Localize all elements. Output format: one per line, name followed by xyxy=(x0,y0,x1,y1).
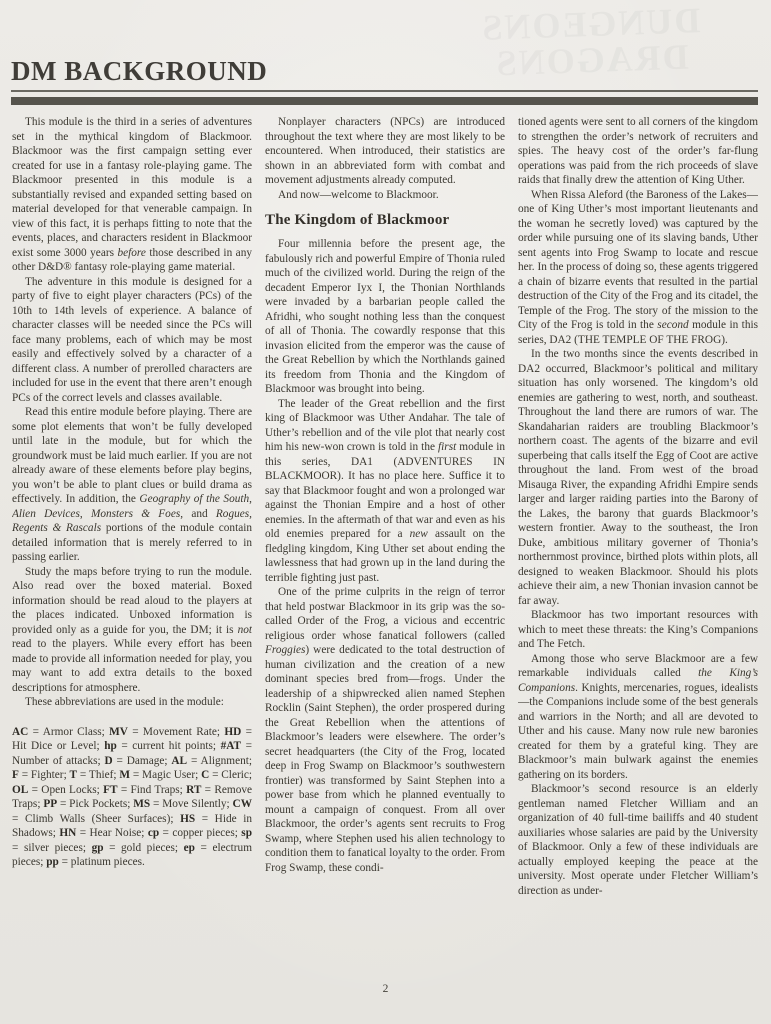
paragraph: Four millennia before the present age, the fabulously rich and powerful Empire of Thonia ruled much of the civilized world. During the reign of the decadent Emperor Iyx I, the Thonian Northlands were invaded by a barbarian people called the Afridhi, who sought nothing less than the conquest of all of Thonia. The cowardly response that this invasion elicited from the emperor was the cause of the Great Rebellion by which the Northlands gained its freedom from Thonia and the Kingdom of Blackmoor was brought into being. xyxy=(265,238,505,395)
paragraph: This module is the third in a series of adventures set in the mythical kingdom of Blackmoor. Blackmoor was the first campaign setting ever created for use in a fantasy role-playing game. The Blackmoor presented in this module is a substantially revised and expanded setting based on material developed for that venerable campaign. In view of this fact, it is perhaps fitting to note that the events, places, and characters resident in Blackmoor exist some 3000 years before those described in any other D&D® fantasy role-playing game material. xyxy=(12,116,252,273)
paragraph: And now—welcome to Blackmoor. xyxy=(278,188,439,201)
ghost-line: DUNGEONS xyxy=(479,0,702,48)
page-header xyxy=(11,56,758,105)
column-2 xyxy=(265,115,505,980)
paragraph: Blackmoor has two important resources with which to meet these threats: the King’s Companions and The Fetch. xyxy=(518,609,758,650)
paragraph: The adventure in this module is designed for a party of five to eight player characters (PCs) of the 10th to 14th levels of experience. A balance of character classes will be needed since the PCs will face many problems, each of which may be most easily and effectively solved by a character of a different class. A number of prerolled characters are included for use in the event that there aren’t enough PCs of the correct levels and classes available. xyxy=(12,275,252,404)
section-heading: The Kingdom of Blackmoor xyxy=(265,212,450,228)
ghost-line: DRAGONS xyxy=(493,36,690,84)
text-columns xyxy=(12,115,758,980)
paragraph: Read this entire module before playing. There are some plot elements that won’t be fully developed until late in the module, but for which the groundwork must be laid much earlier. If you are not already aware of these elements before play begins, you won’t be able to plant clues or build drama as effectively. In addition, the Geography of the South, Alien Devices, Monsters & Foes, and Rogues, Regents & Rascals portions of the module contain detailed information that is merely referred to in passing earlier. xyxy=(12,406,252,563)
header-rule-thin xyxy=(11,90,758,92)
page-title: DM BACKGROUND xyxy=(11,56,268,86)
column-3 xyxy=(518,115,758,980)
column-1 xyxy=(12,115,252,980)
paragraph: Among those who serve Blackmoor are a few remarkable individuals called the King’s Companions. Knights, mercenaries, rogues, idealists—the Companions include some of the best generals and warriors in the North; and all are devoted to Uther and his cause. Many now rule new baronies created for them by a grateful king. They are Blackmoor’s main bulwark against the enemies gathering on its borders. xyxy=(518,652,758,781)
paragraph: When Rissa Aleford (the Baroness of the Lakes—one of King Uther’s most important lieutenants and the woman he secretly loved) was captured by the order while pursuing one of its slaving bands, Uther sent agents into Frog Swamp to locate and rescue her. In the process of doing so, these agents triggered a chain of bizarre events that resulted in the partial destruction of the City of the Frog and its citadel, the Temple of the Frog. The story of the mission to the City of the Frog is told in the second module in this series, DA2 (THE TEMPLE OF THE FROG). xyxy=(518,188,758,346)
header-rule-thick xyxy=(11,97,758,105)
paragraph: Blackmoor’s second resource is an elderly gentleman named Fletcher William and an organization of 40 full-time bailiffs and 40 student auxiliaries whose salaries are paid by the University of Blackmoor. Only a few of these individuals are actually employed keeping the peace at the university. Most operate under Fletcher William’s direction as under- xyxy=(518,783,758,897)
paragraph: The leader of the Great rebellion and the first king of Blackmoor was Uther Andahar. The tale of Uther’s rebellion and of the vile plot that nearly cost him his new-won crown is told in the first module in this series, DA1 (ADVENTURES IN BLACKMOOR). It has no place here. Suffice it to say that Blackmoor fought and won a prolonged war against the Thonian Empire and a host of other enemies. In the aftermath of that war and even as his old enemies prepared for a new assault on the fledgling kingdom, King Uther set about ending the lawlessness that had grown up in the land during the terrible fighting just past. xyxy=(265,397,505,584)
page-number: 2 xyxy=(382,983,389,995)
abbreviations-block: AC = Armor Class; MV = Movement Rate; HD = Hit Dice or Level; hp = current hit points; #AT = Number of attacks; D = Damage; AL = Alignment; F = Fighter; T = Thief; M = Magic User; C = Cleric; OL = Open Locks; FT = Find Traps; RT = Remove Traps; PP = Pick Pockets; MS = Move Silently; CW = Climb Walls (Sheer Surfaces); HS = Hide in Shadows; HN = Hear Noise; cp = copper pieces; sp = silver pieces; gp = gold pieces; ep = electrum pieces; pp = platinum pieces. xyxy=(12,725,252,868)
paragraph-continuation: tioned agents were sent to all corners of the kingdom to strengthen the order’s network of recruiters and spies. The heavy cost of the order’s far-flung operations was paid from the rich proceeds of slave raids that finally drew the attention of King Uther. xyxy=(518,116,758,186)
paragraph: These abbreviations are used in the module: xyxy=(25,696,224,708)
paragraph: Study the maps before trying to run the module. Also read over the boxed material. Boxed information should be read aloud to the players at the places indicated. Unboxed information is provided only as a guide for you, the DM; it is not read to the players. While every effort has been made to provide all information needed for play, you may want to add extra details to the boxed descriptions for atmosphere. xyxy=(12,565,252,694)
paragraph: In the two months since the events described in DA2 occurred, Blackmoor’s political and military situation has only worsened. The kingdom’s old enemies are gathering to west, north, and southeast. Throughout the land there are rumors of war. The Skandaharian raiders are troubling Blackmoor’s northern coast. The agents of the bizarre and evil superbeing that calls itself the Egg of Coot are active throughout the land. From west of the broad Misauga River, the expanding Afridhi Empire sends larger and larger raiding parties into the Barony of the Lakes, the barony that guards Blackmoor’s western frontier. Away to the southeast, the Iron Duke, ambitious military governer of Thonia’s northernmost province, birthed plots within plots, all designed to weaken Blackmoor. Should his plots achieve their aim, a new Thonian invasion cannot be far away. xyxy=(518,348,758,607)
paragraph: Nonplayer characters (NPCs) are introduced throughout the text where they are most likely to be encountered. When introduced, their statistics are shown in an abbreviated form with combat and movement adjustments already computed. xyxy=(265,116,505,186)
paragraph: One of the prime culprits in the reign of terror that held postwar Blackmoor in its grip was the so-called Order of the Frog, a vicious and eccentric religious order whose fanatical followers (called Froggies) were dedicated to the total destruction of human civilization and the creation of a new dominant species bred from—frogs. Under the leadership of a shipwrecked alien named Stephen Rocklin (Saint Stephen), the order prospered during the Great Rebellion when the attentions of Blackmoor’s leaders were elsewhere. The order’s secret headquarters (the City of the Frog, located deep in Frog Swamp on Blackmoor’s southwestern frontier) was transformed by Saint Stephen into a power base from which he planned eventually to mount a campaign of conquest. From all over Blackmoor, the order’s agents sent recruits to Frog Swamp, where Stephen used his alien technology to condition them to fanatical loyalty to the order. From Frog Swamp, these condi- xyxy=(265,586,505,874)
